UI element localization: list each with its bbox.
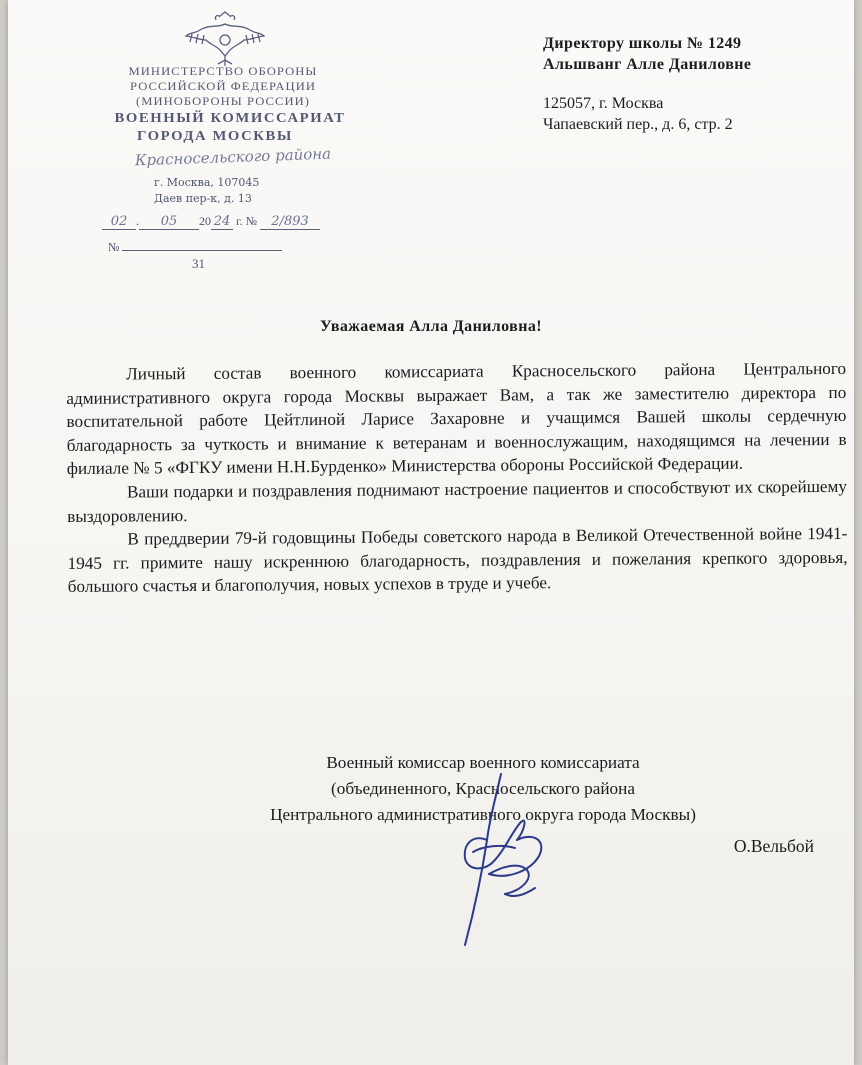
letterhead-stamp	[98, 10, 388, 280]
stamp-district-handwritten: Красносельского района	[134, 144, 332, 170]
handwritten-signature-icon	[443, 770, 563, 955]
stamp-federation-line: РОССИЙСКОЙ ФЕДЕРАЦИИ	[129, 79, 317, 93]
ref-label: №	[108, 240, 120, 254]
stamp-city-line: ГОРОДА МОСКВЫ	[137, 129, 293, 144]
stamp-address-line2: Даев пер-к, д. 13	[154, 192, 252, 205]
reg-year-label: г.	[236, 214, 243, 228]
letter-sheet	[8, 0, 854, 1065]
reg-number-label: №	[245, 214, 258, 228]
stamp-commissariat-line: ВОЕННЫЙ КОМИССАРИАТ	[114, 111, 346, 126]
reg-number-value: 2/893	[260, 214, 320, 230]
stamp-ministry-line: МИНИСТЕРСТВО ОБОРОНЫ	[128, 64, 318, 78]
body-paragraph-2: Ваши подарки и поздравления поднимают настроение пациентов и способствуют их скорейшему выздоровлению.	[67, 476, 848, 526]
addressee-city: 125057, г. Москва	[543, 95, 664, 112]
reg-month: 05	[139, 214, 199, 230]
addressee-name: Альшванг Алле Даниловне	[543, 56, 752, 73]
ref-value: 31	[192, 256, 205, 271]
reg-year-prefix: 20	[199, 214, 211, 228]
stamp-address-line1: г. Москва, 107045	[154, 176, 260, 189]
body-paragraph-3: В преддверии 79-й годовщины Победы советского народа в Великой Отечественной войне 1941-1945 гг. примите нашу искреннюю благодарность, поздравления и пожелания крепкого здоровья, большого счастья и благополучия, новых успехов в труде и учебе.	[67, 524, 848, 597]
addressee-position: Директору школы № 1249	[543, 35, 742, 52]
signatory-name: О.Вельбой	[733, 836, 814, 856]
double-headed-eagle-emblem-icon	[180, 10, 270, 70]
letter-greeting: Уважаемая Алла Даниловна!	[320, 318, 542, 335]
body-paragraph-1: Личный состав военного комиссариата Красносельского района Центрального административного округа города Москвы выражает Вам, а так же заместителю директора по воспитательной работе Цейтлиной Ларисе Захаровне и учащимся Вашей школы сердечную благодарность за чуткость и внимание к ветеранам и военнослужащим, находящимся на лечении в филиале № 5 «ФГКУ имени Н.Н.Бурденко» Министерства обороны Российской Федерации.	[66, 358, 847, 479]
addressee-block	[543, 33, 843, 135]
addressee-street: Чапаевский пер., д. 6, стр. 2	[543, 116, 733, 133]
letter-body	[66, 357, 848, 599]
reference-row	[108, 240, 282, 255]
signatory-title-line3: Центрального административного округа города Москвы)	[270, 805, 696, 824]
reg-year-suffix: 24	[211, 214, 233, 230]
registration-date-row: 02 . 05 20 24 г. № 2/893	[102, 214, 320, 230]
stamp-abbrev-line: (МИНОБОРОНЫ РОССИИ)	[135, 94, 311, 108]
signatory-title-line1: Военный комиссар военного комиссариата	[326, 753, 640, 772]
reg-day: 02	[102, 214, 136, 230]
signatory-title-line2: (объединенного, Красносельского района	[331, 779, 635, 798]
